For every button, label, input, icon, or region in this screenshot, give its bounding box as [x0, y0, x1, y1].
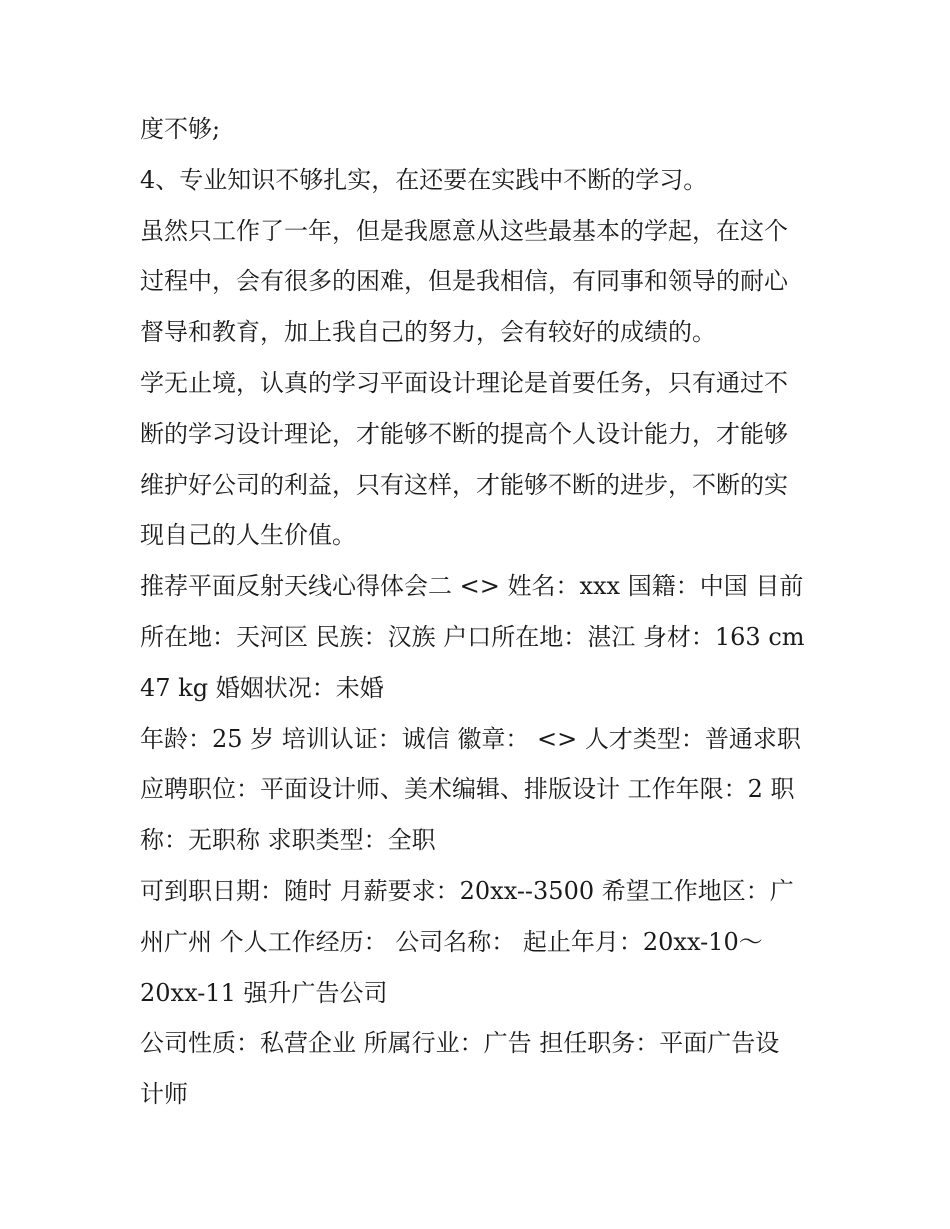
paragraph-6 [140, 714, 820, 866]
text-line: 计师 [140, 1080, 188, 1109]
paragraph-3 [140, 206, 820, 358]
paragraph-4 [140, 358, 820, 561]
paragraph-2 [140, 155, 820, 206]
text-line: 所在地：天河区 民族：汉族 户口所在地：湛江 身材：163 cm [140, 622, 805, 651]
text-line: 称：无职称 求职类型：全职 [140, 826, 436, 855]
text-line: 虽然只工作了一年，但是我愿意从这些最基本的学起，在这个 [140, 216, 788, 245]
text-line: 度不够; [140, 115, 221, 143]
document-body [140, 104, 820, 1120]
text-line: 推荐平面反射天线心得体会二 <> 姓名：xxx 国籍：中国 目前 [140, 572, 804, 601]
text-line: 过程中，会有很多的困难，但是我相信，有同事和领导的耐心 [140, 267, 788, 296]
text-line: 47 kg 婚姻状况：未婚 [140, 673, 384, 702]
text-line: 20xx-11 强升广告公司 [140, 978, 388, 1007]
paragraph-7 [140, 866, 820, 1018]
paragraph-1 [140, 104, 820, 155]
text-line: 断的学习设计理论，才能够不断的提高个人设计能力，才能够 [140, 419, 788, 448]
paragraph-8 [140, 1018, 820, 1120]
text-line: 维护好公司的利益，只有这样，才能够不断的进步，不断的实 [140, 470, 788, 499]
text-line: 年龄：25 岁 培训认证：诚信 徽章： <> 人才类型：普通求职 [140, 724, 801, 753]
text-line: 公司性质：私营企业 所属行业：广告 担任职务：平面广告设 [140, 1029, 780, 1058]
text-line: 可到职日期：随时 月薪要求：20xx--3500 希望工作地区：广 [140, 876, 794, 905]
paragraph-5 [140, 561, 820, 713]
text-line: 州广州 个人工作经历： 公司名称： 起止年月：20xx-10～ [140, 927, 763, 956]
text-line: 督导和教育，加上我自己的努力，会有较好的成绩的。 [140, 318, 716, 347]
text-line: 4、专业知识不够扎实，在还要在实践中不断的学习。 [140, 165, 708, 194]
text-line: 现自己的人生价值。 [140, 521, 356, 550]
text-line: 学无止境，认真的学习平面设计理论是首要任务，只有通过不 [140, 368, 788, 397]
text-line: 应聘职位：平面设计师、美术编辑、排版设计 工作年限：2 职 [140, 775, 795, 804]
